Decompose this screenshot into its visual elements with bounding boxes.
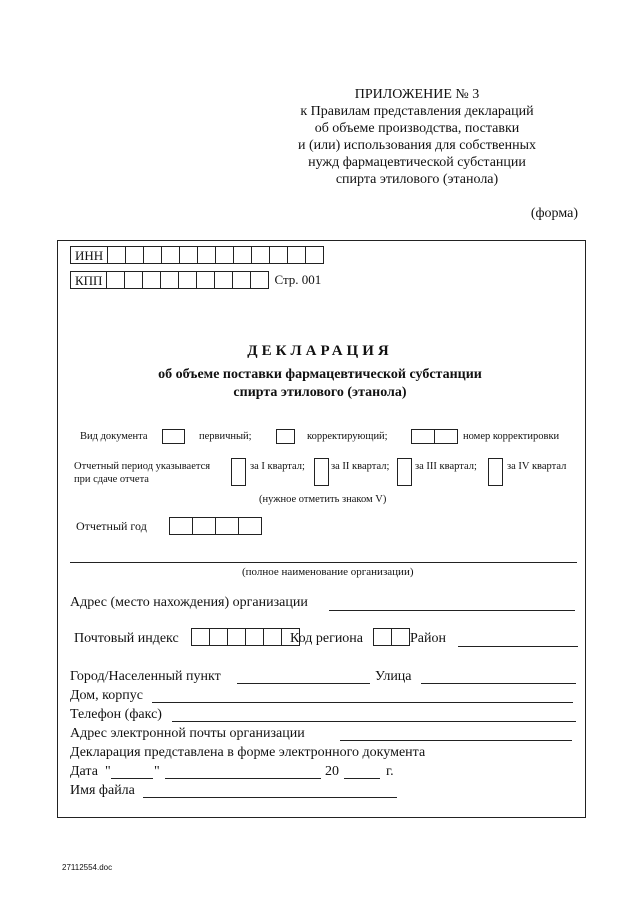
- date-year-line[interactable]: [344, 778, 380, 779]
- declaration-title: ДЕКЛАРАЦИЯ: [247, 343, 393, 359]
- org-name-caption: (полное наименование организации): [242, 566, 414, 578]
- correction-number-boxes[interactable]: [411, 429, 458, 444]
- filename-label: Имя файла: [70, 783, 135, 798]
- q3-label: за III квартал;: [415, 461, 477, 472]
- declaration-subtitle-2: спирта этилового (этанола): [233, 385, 407, 400]
- city-label: Город/Населенный пункт: [70, 669, 221, 684]
- region-boxes[interactable]: [374, 628, 410, 646]
- declaration-subtitle-1: об объеме поставки фармацевтической субстанции: [158, 367, 482, 382]
- district-line[interactable]: [458, 646, 578, 647]
- date-quote-close: ": [154, 764, 160, 779]
- period-label-1: Отчетный период указывается: [74, 461, 211, 472]
- postal-label: Почтовый индекс: [74, 631, 179, 646]
- inn-label: ИНН: [70, 246, 108, 264]
- email-label: Адрес электронной почты организации: [70, 726, 305, 741]
- q2-label: за II квартал;: [331, 461, 390, 472]
- address-line[interactable]: [329, 610, 575, 611]
- phone-label: Телефон (факс): [70, 707, 162, 722]
- district-label: Район: [410, 631, 446, 646]
- form-label: (форма): [530, 206, 578, 221]
- inn-row: [70, 246, 324, 264]
- kpp-row: [70, 271, 321, 289]
- period-note: (нужное отметить знаком V): [259, 494, 387, 505]
- q1-label: за I квартал;: [250, 461, 305, 472]
- postal-boxes[interactable]: [192, 628, 300, 646]
- header-line: нужд фармацевтической субстанции: [308, 155, 526, 170]
- inn-boxes[interactable]: [108, 246, 324, 264]
- date-label: Дата: [70, 764, 98, 779]
- q4-label: за IV квартал: [507, 461, 567, 472]
- electronic-label: Декларация представлена в форме электронного документа: [70, 745, 426, 760]
- date-month-line[interactable]: [165, 778, 321, 779]
- date-day-line[interactable]: [111, 778, 153, 779]
- date-quote-open: ": [105, 764, 111, 779]
- q3-checkbox[interactable]: [397, 458, 412, 486]
- header-line: к Правилам представления деклараций: [300, 104, 534, 119]
- footer-filename: 27112554.doc: [62, 863, 113, 872]
- correction-checkbox[interactable]: [276, 429, 295, 444]
- q1-checkbox[interactable]: [231, 458, 246, 486]
- primary-checkbox[interactable]: [162, 429, 185, 444]
- q2-checkbox[interactable]: [314, 458, 329, 486]
- address-label: Адрес (место нахождения) организации: [70, 595, 308, 610]
- correction-label: корректирующий;: [307, 431, 388, 442]
- header-line: спирта этилового (этанола): [335, 172, 499, 187]
- page-number: Стр. 001: [274, 272, 322, 287]
- org-name-line[interactable]: [70, 562, 577, 563]
- year-boxes[interactable]: [170, 517, 262, 535]
- street-line[interactable]: [421, 683, 576, 684]
- region-label: Код региона: [290, 631, 364, 646]
- date-year-prefix: 20: [325, 764, 339, 779]
- kpp-label: КПП: [70, 271, 107, 289]
- q4-checkbox[interactable]: [488, 458, 503, 486]
- phone-line[interactable]: [172, 721, 576, 722]
- period-label-2: при сдаче отчета: [74, 474, 149, 485]
- header-line: и (или) использования для собственных: [297, 138, 537, 153]
- email-line[interactable]: [340, 740, 572, 741]
- correction-number-label: номер корректировки: [463, 431, 560, 442]
- city-line[interactable]: [237, 683, 370, 684]
- header-block: [272, 86, 562, 188]
- kpp-boxes[interactable]: [107, 271, 269, 289]
- doc-type-label: Вид документа: [80, 431, 148, 442]
- year-label: Отчетный год: [76, 519, 147, 533]
- house-label: Дом, корпус: [70, 688, 143, 703]
- primary-label: первичный;: [199, 431, 252, 442]
- street-label: Улица: [375, 669, 412, 684]
- filename-line[interactable]: [143, 797, 397, 798]
- header-line: об объеме производства, поставки: [314, 121, 520, 136]
- date-year-suffix: г.: [386, 764, 394, 779]
- annex-title: ПРИЛОЖЕНИЕ № 3: [354, 87, 480, 102]
- house-line[interactable]: [152, 702, 573, 703]
